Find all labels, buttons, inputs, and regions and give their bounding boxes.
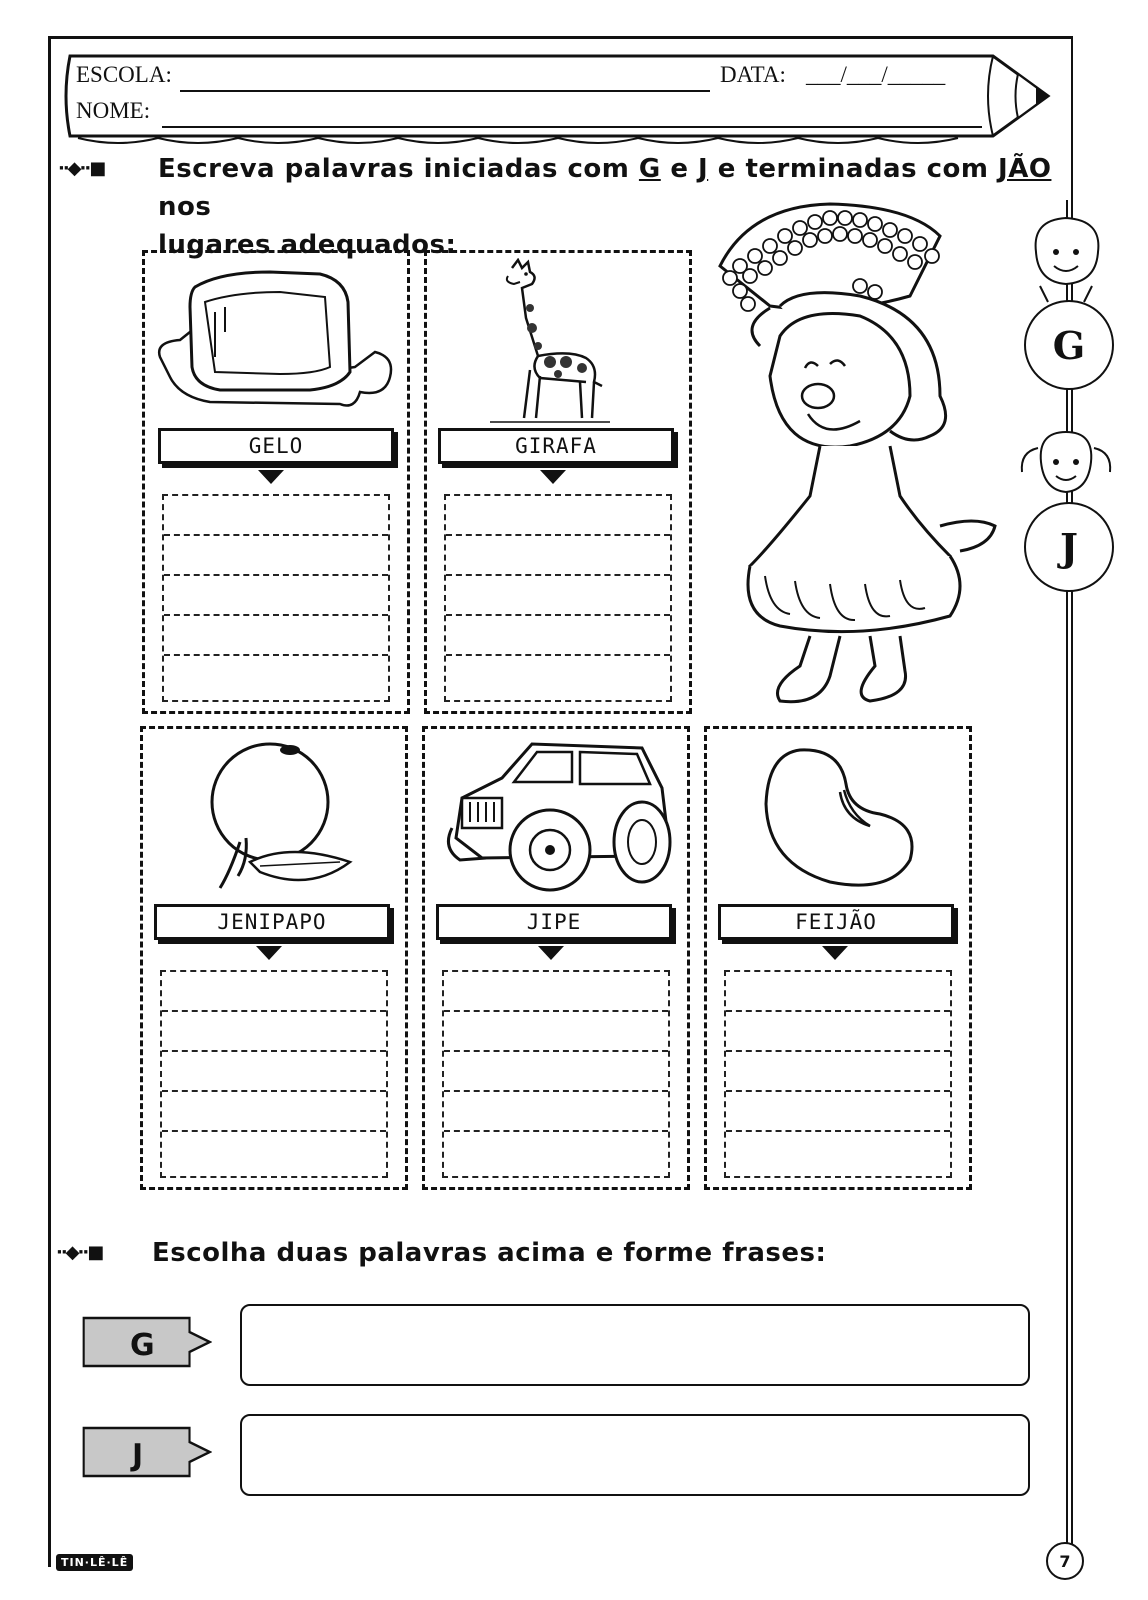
arrow-down-icon bbox=[822, 946, 848, 960]
side-letter-j: J bbox=[1024, 502, 1114, 592]
writing-lines-feijao[interactable] bbox=[724, 970, 952, 1178]
writing-lines-gelo[interactable] bbox=[162, 494, 390, 702]
arrow-down-icon bbox=[540, 470, 566, 484]
task1-instruction: Escreva palavras iniciadas com G e J e terminadas com JÃO nos lugares adequados: bbox=[158, 154, 1052, 260]
writing-lines-girafa[interactable] bbox=[444, 494, 672, 702]
side-margin-line bbox=[1066, 200, 1068, 1560]
name-field[interactable] bbox=[162, 126, 982, 128]
task-bullet-icon: ··◆··■ bbox=[56, 1242, 103, 1263]
word-label-jenipapo: JENIPAPO bbox=[154, 904, 390, 940]
jenipapo-fruit-icon bbox=[190, 742, 360, 892]
school-field[interactable] bbox=[180, 90, 710, 92]
arrow-down-icon bbox=[256, 946, 282, 960]
girl-face-icon bbox=[1016, 426, 1116, 506]
writing-lines-jenipapo[interactable] bbox=[160, 970, 388, 1178]
arrow-down-icon bbox=[258, 470, 284, 484]
word-label-girafa: GIRAFA bbox=[438, 428, 674, 464]
date-label: DATA: bbox=[720, 62, 786, 87]
word-label-jipe: JIPE bbox=[436, 904, 672, 940]
sentence-box-j[interactable] bbox=[240, 1414, 1030, 1496]
pencil-header-frame bbox=[58, 46, 1068, 146]
task-bullet-icon: ··◆··■ bbox=[58, 158, 105, 179]
tag-j-arrow bbox=[82, 1424, 212, 1480]
publisher-logo: TIN·LÊ·LÊ bbox=[56, 1554, 133, 1571]
school-label: ESCOLA: bbox=[76, 62, 172, 87]
date-field[interactable]: ___/___/_____ bbox=[806, 62, 946, 87]
word-label-feijao: FEIJÃO bbox=[718, 904, 954, 940]
page-number: 7 bbox=[1046, 1542, 1084, 1580]
task2-instruction: Escolha duas palavras acima e forme frases: bbox=[152, 1238, 827, 1268]
name-label: NOME: bbox=[76, 98, 151, 123]
word-label-gelo: GELO bbox=[158, 428, 394, 464]
girl-with-basket-illustration bbox=[710, 196, 1010, 716]
side-letter-g: G bbox=[1024, 300, 1114, 390]
tag-g-letter: G bbox=[130, 1328, 155, 1363]
giraffe-icon bbox=[490, 258, 610, 426]
writing-lines-jipe[interactable] bbox=[442, 970, 670, 1178]
sentence-box-g[interactable] bbox=[240, 1304, 1030, 1386]
jeep-icon bbox=[442, 738, 676, 894]
boy-face-icon bbox=[1026, 212, 1106, 304]
bean-icon bbox=[760, 744, 920, 890]
ice-cube-icon bbox=[150, 262, 400, 417]
tag-j-letter: J bbox=[132, 1438, 144, 1473]
arrow-down-icon bbox=[538, 946, 564, 960]
